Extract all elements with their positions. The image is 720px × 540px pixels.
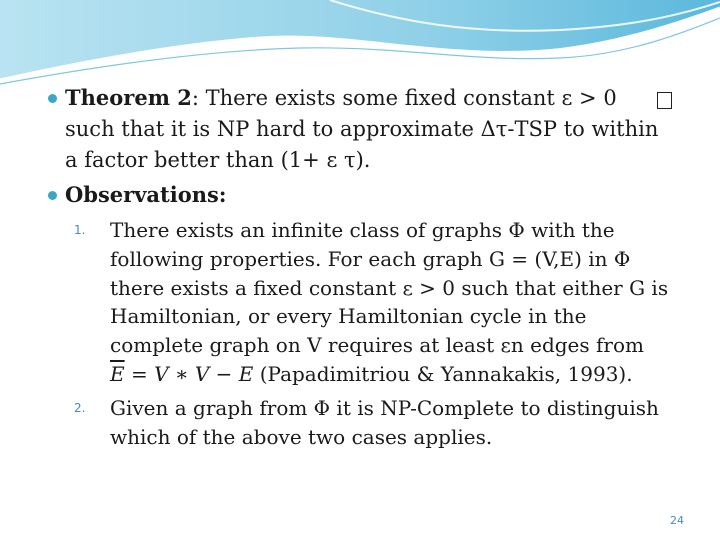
observations-heading: Observations:: [65, 182, 227, 207]
observation-item-2: [48, 394, 688, 452]
observation-2-line-1: Given a graph from Φ it is NP-Complete to distinguish: [110, 395, 659, 420]
observations-list: [48, 216, 688, 451]
theorem-line-2: such that it is NP hard to approximate Δτ-TSP to within: [65, 117, 659, 141]
bullet-dot-icon: [48, 94, 57, 103]
theorem-bullet: [48, 82, 688, 176]
math-expression: = V ∗ V − E: [124, 361, 254, 386]
observation-2-line-2: which of the above two cases applies.: [110, 424, 493, 449]
observation-1-line-4: Hamiltonian, or every Hamiltonian cycle in the: [110, 304, 587, 329]
theorem-line-3: a factor better than (1+ ε τ).: [65, 148, 371, 172]
header-wave-decoration: [0, 0, 720, 90]
bullet-dot-icon: [48, 191, 57, 200]
page-number: 24: [670, 514, 684, 527]
slide-content: [48, 82, 688, 451]
list-number: 2.: [74, 400, 86, 415]
list-number: 1.: [74, 223, 86, 237]
observation-1-line-1: There exists an infinite class of graphs Φ with the: [110, 218, 615, 242]
observation-1-line-6: [110, 360, 688, 389]
observation-1-line-5: complete graph on V requires at least εn edges from: [110, 333, 644, 358]
math-e-bar: $\overline{E}$: [110, 361, 125, 386]
observation-1-line-2: following properties. For each graph G = (V,E) in Φ: [110, 246, 631, 271]
theorem-line-1: : There exists some fixed constant ε > 0: [191, 86, 617, 110]
observation-item-1: [48, 216, 688, 389]
observations-bullet: [48, 180, 688, 210]
theorem-label: Theorem 2: [65, 85, 192, 110]
missing-glyph-icon: [657, 92, 672, 109]
observation-1-line-3: there exists a fixed constant ε > 0 such that either G is: [110, 275, 669, 300]
citation: (Papadimitriou & Yannakakis, 1993).: [253, 361, 633, 386]
